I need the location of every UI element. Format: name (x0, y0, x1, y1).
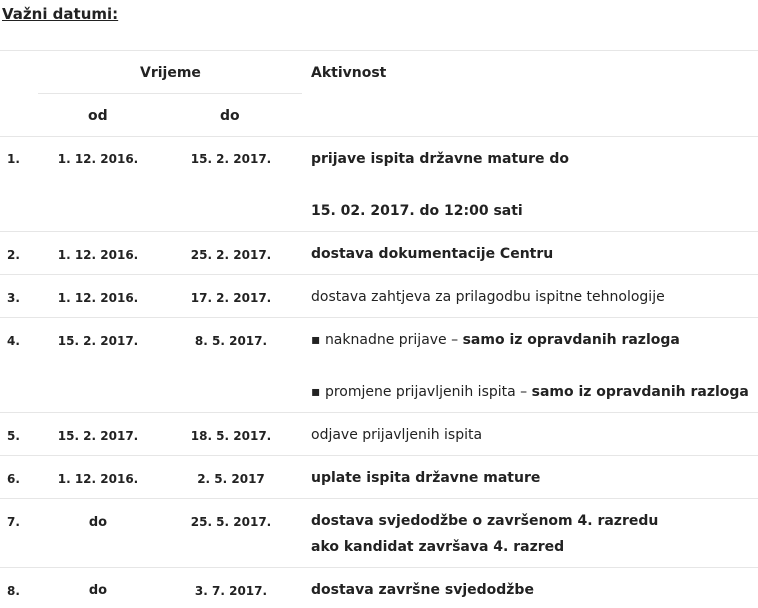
activity-text-bold: samo iz opravdanih razloga (531, 384, 749, 400)
date-to: 17. 2. 2017. (190, 291, 272, 305)
activity-text: dostava svjedodžbe o završenom 4. razredu (311, 513, 659, 529)
activity-text: dostava dokumentacije Centru (311, 246, 554, 262)
activity-text: prijave ispita državne mature do (311, 151, 570, 167)
row-number: 8. (7, 584, 20, 598)
header-do: do (220, 108, 240, 124)
page-title: Važni datumi: (2, 5, 119, 23)
activity-text-line2 (311, 384, 749, 400)
row-number: 6. (7, 472, 20, 486)
row-divider (0, 455, 758, 456)
date-to: 15. 2. 2017. (190, 152, 272, 166)
date-from: 15. 2. 2017. (57, 334, 139, 348)
date-to: 2. 5. 2017 (197, 472, 265, 486)
date-from: 1. 12. 2016. (57, 248, 139, 262)
activity-text-regular: ▪ naknadne prijave – (311, 332, 463, 348)
row-divider (0, 412, 758, 413)
row-number: 5. (7, 429, 20, 443)
date-from: 1. 12. 2016. (57, 152, 139, 166)
row-number: 3. (7, 291, 20, 305)
date-from: 1. 12. 2016. (57, 472, 139, 486)
activity-text: dostava završne svjedodžbe (311, 582, 534, 598)
date-from: do (88, 583, 108, 598)
date-to: 3. 7. 2017. (194, 584, 268, 598)
row-divider (0, 231, 758, 232)
activity-text-line2: 15. 02. 2017. do 12:00 sati (311, 203, 523, 219)
row-number: 7. (7, 515, 20, 529)
activity-text: uplate ispita državne mature (311, 470, 541, 486)
row-divider (0, 317, 758, 318)
vrijeme-underline (38, 93, 302, 94)
date-from: do (88, 515, 108, 530)
date-to: 25. 2. 2017. (190, 248, 272, 262)
date-to: 8. 5. 2017. (194, 334, 268, 348)
activity-text-regular: ▪ promjene prijavljenih ispita – (311, 384, 532, 400)
activity-text-line2: ako kandidat završava 4. razred (311, 539, 565, 555)
date-from: 15. 2. 2017. (57, 429, 139, 443)
header-od: od (88, 108, 108, 124)
table-top-border (0, 50, 758, 51)
date-to: 25. 5. 2017. (190, 515, 272, 529)
header-bottom-border (0, 136, 758, 137)
header-aktivnost: Aktivnost (311, 65, 387, 81)
row-divider (0, 567, 758, 568)
row-divider (0, 274, 758, 275)
header-vrijeme: Vrijeme (140, 65, 201, 81)
row-number: 4. (7, 334, 20, 348)
activity-text-bold: samo iz opravdanih razloga (462, 332, 680, 348)
activity-text (311, 332, 680, 348)
row-number: 1. (7, 152, 20, 166)
date-to: 18. 5. 2017. (190, 429, 272, 443)
activity-text: odjave prijavljenih ispita (311, 427, 483, 443)
row-divider (0, 498, 758, 499)
activity-text: dostava zahtjeva za prilagodbu ispitne tehnologije (311, 289, 665, 305)
row-number: 2. (7, 248, 20, 262)
date-from: 1. 12. 2016. (57, 291, 139, 305)
